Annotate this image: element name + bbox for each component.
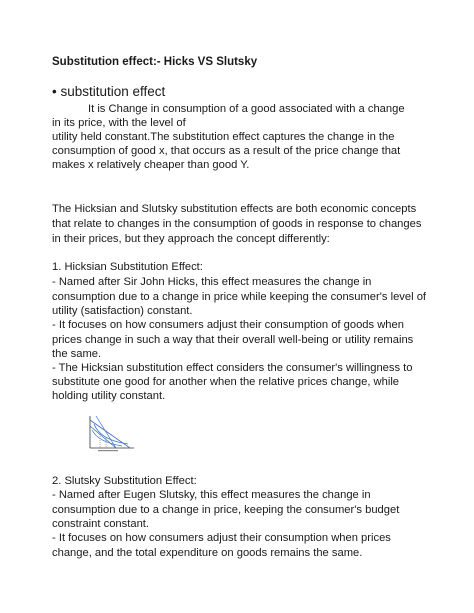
definition-line: utility held constant.The substitution effect captures the change in the	[52, 131, 395, 143]
slutsky-line: change, and the total expenditure on goods remains the same.	[52, 547, 363, 559]
slutsky-line: constraint constant.	[52, 518, 150, 530]
intro-line: that relate to changes in the consumption of goods in response to changes	[52, 218, 422, 230]
slutsky-line: consumption due to a change in price, keeping the consumer's budget	[52, 504, 400, 516]
hicks-line: substitute one good for another when the relative prices change, while	[52, 376, 400, 388]
bullet-heading: • substitution effect	[52, 84, 166, 99]
slutsky-heading: 2. Slutsky Substitution Effect:	[52, 475, 197, 487]
definition-line: makes x relatively cheaper than good Y.	[52, 159, 250, 171]
definition-line: It is Change in consumption of a good associated with a change	[88, 103, 405, 115]
hicks-line: the same.	[52, 348, 102, 360]
hicks-line: consumption due to a change in price while keeping the consumer's level of	[52, 291, 427, 303]
hicks-line: - It focuses on how consumers adjust their consumption of goods when	[52, 319, 404, 331]
diagram-budget-line	[90, 420, 130, 448]
hicks-line: - Named after Sir John Hicks, this effect measures the change in	[52, 276, 372, 288]
hicks-line: utility (satisfaction) constant.	[52, 305, 193, 317]
intro-line: in their prices, but they approach the concept differently:	[52, 233, 330, 245]
hicks-line: holding utility constant.	[52, 390, 166, 402]
document-title: Substitution effect:- Hicks VS Slutsky	[52, 56, 258, 68]
hicks-line: - The Hicksian substitution effect considers the consumer's willingness to	[52, 362, 413, 374]
slutsky-line: - Named after Eugen Slutsky, this effect measures the change in	[52, 489, 371, 501]
diagram-caption-mark	[98, 450, 118, 451]
slutsky-line: - It focuses on how consumers adjust their consumption when prices	[52, 532, 391, 544]
hicks-line: prices change in such a way that their overall well-being or utility remains	[52, 334, 414, 346]
definition-line: consumption of good x, that occurs as a result of the price change that	[52, 145, 401, 157]
hicks-heading: 1. Hicksian Substitution Effect:	[52, 261, 203, 273]
intro-line: The Hicksian and Slutsky substitution effects are both economic concepts	[52, 203, 417, 215]
definition-line: in its price, with the level of	[52, 117, 186, 129]
substitution-diagram-image	[86, 414, 136, 454]
